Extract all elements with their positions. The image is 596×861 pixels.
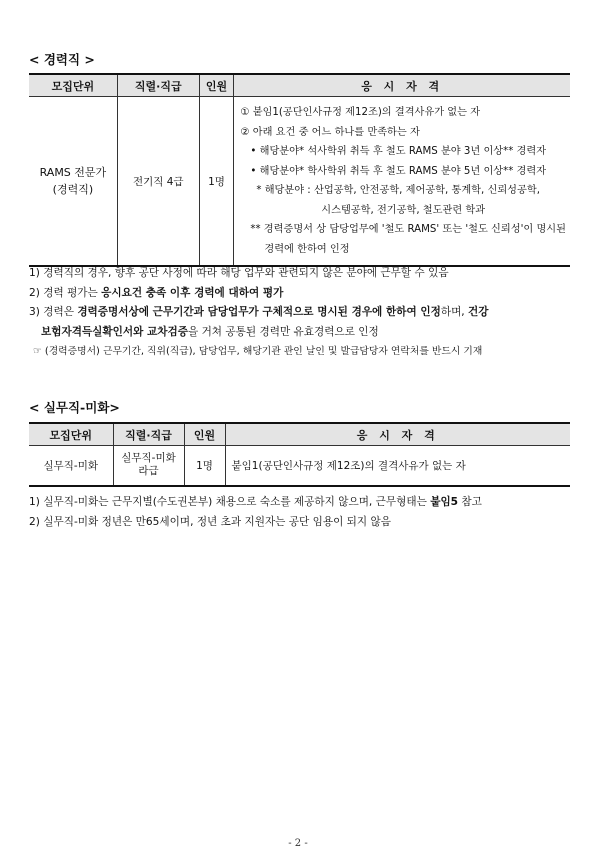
cleaning-notes (29, 493, 574, 532)
header-count: 인원 (184, 423, 225, 446)
unit-name: RAMS 전문가 (39, 166, 107, 179)
note-2: 2) 실무직-미화 정년은 만65세이며, 정년 초과 지원자는 공단 임용이 되지 않음 (29, 515, 391, 528)
table-header-row (29, 74, 570, 97)
grade-cell: 전기직 4급 (117, 97, 199, 267)
table-row (29, 97, 570, 267)
unit-type: (경력직) (52, 183, 94, 196)
unit-cell (29, 97, 117, 267)
header-unit: 모집단위 (29, 423, 113, 446)
header-grade: 직렬·직급 (113, 423, 184, 446)
header-unit: 모집단위 (29, 74, 117, 97)
qualification-item: 시스템공학, 전기공학, 철도관련 학과 (321, 204, 486, 216)
grade-line: 라급 (138, 465, 159, 478)
qualification-item: ② 아래 요건 중 어느 하나를 만족하는 자 (240, 126, 420, 138)
note-1: 1) 경력직의 경우, 향후 공단 사정에 따라 해당 업무와 관련되지 않은 분야에 근무할 수 있음 (29, 267, 449, 279)
note-3-cont: 보험자격득실확인서와 교차검증을 거쳐 공통된 경력만 유효경력으로 인정 (41, 325, 379, 338)
page-number: - 2 - (288, 838, 308, 849)
note-4: ☞ (경력증명서) 근무기간, 직위(직급), 담당업무, 해당기관 관인 날인 및 발급담당자 연락처를 반드시 기재 (33, 346, 483, 357)
header-grade: 직렬·직급 (117, 74, 199, 97)
grade-line: 실무직-미화 (121, 452, 176, 465)
note-1: 1) 실무직-미화는 근무지별(수도권본부) 채용으로 숙소를 제공하지 않으며, 근무형태는 붙임5 참고 (29, 496, 482, 508)
count-cell: 1명 (199, 97, 234, 267)
qualification-cell: 붙임1(공단인사규정 제12조)의 결격사유가 없는 자 (225, 446, 570, 486)
qualification-item: • 해당분야* 학사학위 취득 후 철도 RAMS 분야 5년 이상** 경력자 (250, 165, 547, 177)
section-title-career: < 경력직 > (29, 52, 95, 67)
section-title-cleaning: < 실무직-미화> (29, 400, 120, 415)
career-notes (29, 264, 574, 362)
note-3: 3) 경력은 경력증명서상에 근무기간과 담당업무가 구체적으로 명시된 경우에 한하여 인정하며, 건강 (29, 306, 489, 318)
count-cell: 1명 (184, 446, 225, 486)
header-count: 인원 (199, 74, 234, 97)
qualification-item: * 해당분야 : 산업공학, 안전공학, 제어공학, 통계학, 신뢰성공학, (256, 185, 540, 196)
qualification-item: ① 붙임1(공단인사규정 제12조)의 결격사유가 없는 자 (240, 107, 481, 118)
header-qualification: 응 시 자 격 (225, 423, 570, 446)
cleaning-table (29, 422, 570, 487)
grade-cell (113, 446, 184, 486)
qualification-item: 경력에 한하여 인정 (264, 243, 350, 255)
qualification-cell (234, 97, 570, 267)
table-header-row (29, 423, 570, 446)
header-qualification: 응 시 자 격 (234, 74, 570, 97)
table-row (29, 446, 570, 486)
note-2: 2) 경력 평가는 응시요건 충족 이후 경력에 대하여 평가 (29, 286, 284, 299)
qualification-item: ** 경력증명서 상 담당업무에 '철도 RAMS' 또는 '철도 신뢰성'이 명시된 (250, 224, 566, 235)
career-table (29, 73, 570, 267)
qualification-item: • 해당분야* 석사학위 취득 후 철도 RAMS 분야 3년 이상** 경력자 (250, 146, 547, 157)
unit-cell: 실무직-미화 (29, 446, 113, 486)
